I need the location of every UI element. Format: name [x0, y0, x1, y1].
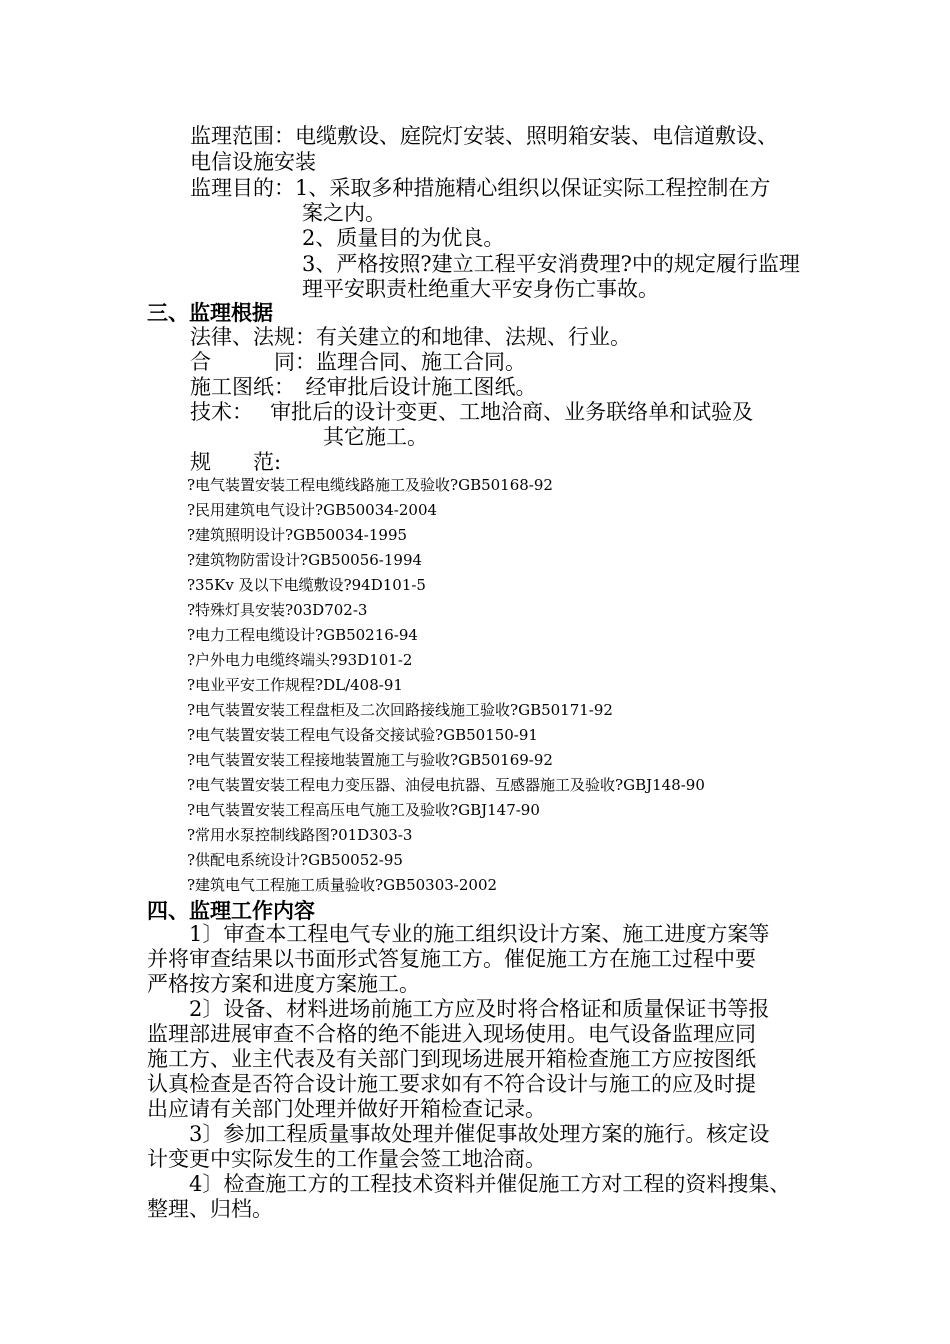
basis-tech-line-2: 其它施工。	[323, 425, 428, 449]
purpose-item-3-line-1: 3、严格按照?建立工程平安消费理?中的规定履行监理	[302, 252, 800, 276]
paragraph-3-line: 3〕参加工程质量事故处理并催促事故处理方案的施行。核定设	[189, 1122, 770, 1146]
norms-label: 规 范:	[190, 450, 282, 474]
standard-item: ?电气装置安装工程电缆线路施工及验收?GB50168-92	[187, 476, 553, 494]
paragraph-4-line: 4〕检查施工方的工程技术资料并催促施工方对工程的资料搜集、	[189, 1172, 791, 1196]
basis-contract: 合 同：监理合同、施工合同。	[190, 350, 526, 374]
paragraph-2-line: 认真检查是否符合设计施工要求如有不符合设计与施工的应及时提	[147, 1072, 756, 1096]
basis-law: 法律、法规：有关建立的和地律、法规、行业。	[190, 325, 631, 349]
paragraph-2-line: 出应请有关部门处理并做好开箱检查记录。	[147, 1097, 546, 1121]
standard-item: ?电业平安工作规程?DL/408-91	[187, 676, 403, 694]
standard-item: ?电气装置安装工程高压电气施工及验收?GBJ147-90	[187, 801, 540, 819]
section-3-heading: 三、监理根据	[147, 300, 273, 325]
standard-item: ?供配电系统设计?GB50052-95	[187, 851, 403, 869]
basis-drawings: 施工图纸： 经审批后设计施工图纸。	[190, 375, 537, 399]
section-4-heading: 四、监理工作内容	[147, 898, 315, 923]
standard-item: ?建筑照明设计?GB50034-1995	[187, 526, 408, 544]
standard-item: ?建筑物防雷设计?GB50056-1994	[187, 551, 423, 569]
standard-item: ?电气装置安装工程盘柜及二次回路接线施工验收?GB50171-92	[187, 701, 613, 719]
paragraph-1-line: 并将审查结果以书面形式答复施工方。催促施工方在施工过程中要	[147, 947, 756, 971]
standard-item: ?电力工程电缆设计?GB50216-94	[187, 626, 418, 644]
purpose-item-3-line-2: 理平安职责杜绝重大平安身伤亡事故。	[302, 277, 659, 301]
standard-item: ?电气装置安装工程电气设备交接试验?GB50150-91	[187, 726, 538, 744]
standard-item: ?户外电力电缆终端头?93D101-2	[187, 651, 413, 669]
standard-item: ?电气装置安装工程电力变压器、油侵电抗器、互感器施工及验收?GBJ148-90	[187, 776, 705, 794]
purpose-line-1-cont: 案之内。	[302, 201, 386, 225]
standard-item: ?电气装置安装工程接地装置施工与验收?GB50169-92	[187, 751, 553, 769]
standard-item: ?民用建筑电气设计?GB50034-2004	[187, 501, 438, 519]
paragraph-2-line: 监理部进展审查不合格的绝不能进入现场使用。电气设备监理应同	[147, 1022, 756, 1046]
scope-line-2: 电信设施安装	[190, 150, 316, 174]
paragraph-1-line: 1〕审查本工程电气专业的施工组织设计方案、施工进度方案等	[189, 922, 770, 946]
standard-item: ?特殊灯具安装?03D702-3	[187, 601, 368, 619]
purpose-line-1: 监理目的：1、采取多种措施精心组织以保证实际工程控制在方	[190, 176, 771, 200]
basis-tech-line-1: 技术： 审批后的设计变更、工地洽商、业务联络单和试验及	[190, 400, 754, 424]
paragraph-3-line: 计变更中实际发生的工作量会签工地洽商。	[147, 1147, 546, 1171]
scope-line-1: 监理范围：电缆敷设、庭院灯安装、照明箱安装、电信道敷设、	[190, 124, 778, 148]
standard-item: ?常用水泵控制线路图?01D303-3	[187, 826, 413, 844]
purpose-item-2: 2、质量目的为优良。	[302, 226, 505, 250]
standard-item: ?建筑电气工程施工质量验收?GB50303-2002	[187, 876, 498, 894]
paragraph-2-line: 2〕设备、材料进场前施工方应及时将合格证和质量保证书等报	[189, 997, 770, 1021]
standard-item: ?35Kv 及以下电缆敷设?94D101-5	[187, 576, 426, 594]
paragraph-1-line: 严格按方案和进度方案施工。	[147, 972, 420, 996]
paragraph-2-line: 施工方、业主代表及有关部门到现场进展开箱检查施工方应按图纸	[147, 1047, 756, 1071]
paragraph-4-line: 整理、归档。	[147, 1197, 273, 1221]
